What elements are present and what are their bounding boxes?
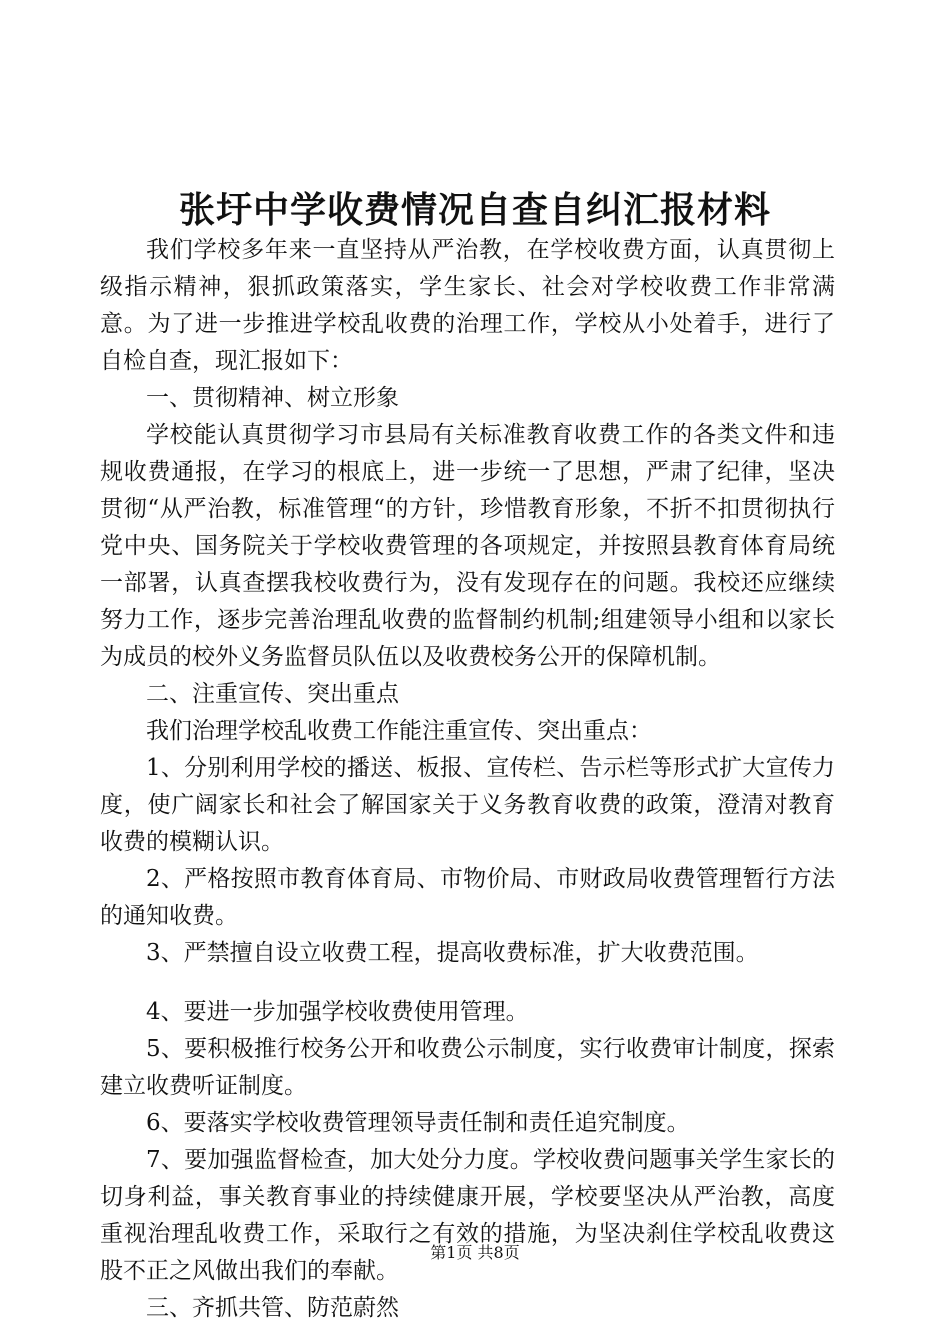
section-heading-2: 二、注重宣传、突出重点 bbox=[146, 681, 399, 707]
list-item-6: 6、要落实学校收费管理领导责任制和责任追究制度。 bbox=[146, 1110, 690, 1136]
document-body bbox=[100, 232, 835, 1327]
blank-line bbox=[100, 972, 835, 994]
list-item-2: 2、严格按照市教育体育局、市物价局、市财政局收费管理暂行方法的通知收费。 bbox=[100, 866, 835, 929]
paragraph-section-1: 学校能认真贯彻学习市县局有关标准教育收费工作的各类文件和违规收费通报，在学习的根底上，进一步统一了思想，严肃了纪律，坚决贯彻“从严治教，标准管理“的方针，珍惜教育形象，不折不扣贯彻执行党中央、国务院关于学校收费管理的各项规定，并按照县教育体育局统一部署，认真查摆我校收费行为，没有发现存在的问题。我校还应继续努力工作，逐步完善治理乱收费的监督制约机制;组建领导小组和以家长为成员的校外义务监督员队伍以及收费校务公开的保障机制。 bbox=[100, 422, 835, 670]
page-number-footer: 第1页 共8页 bbox=[430, 1243, 520, 1262]
section-heading-3: 三、齐抓共管、防范蔚然 bbox=[146, 1295, 399, 1321]
list-item-4: 4、要进一步加强学校收费使用管理。 bbox=[146, 999, 529, 1025]
list-item-7: 7、要加强监督检查，加大处分力度。学校收费问题事关学生家长的切身利益，事关教育事业的持续健康开展，学校要坚决从严治教，高度重视治理乱收费工作，采取行之有效的措施，为坚决刹住学校乱收费这股不正之风做出我们的奉献。 bbox=[100, 1147, 835, 1284]
paragraph-intro: 我们学校多年来一直坚持从严治教，在学校收费方面，认真贯彻上级指示精神，狠抓政策落实，学生家长、社会对学校收费工作非常满意。为了进一步推进学校乱收费的治理工作，学校从小处着手，进行了自检自查，现汇报如下： bbox=[100, 237, 835, 374]
list-item-1: 1、分别利用学校的播送、板报、宣传栏、告示栏等形式扩大宣传力度，使广阔家长和社会了解国家关于义务教育收费的政策，澄清对教育收费的模糊认识。 bbox=[100, 755, 835, 855]
section-heading-1: 一、贯彻精神、树立形象 bbox=[146, 385, 399, 411]
list-item-3: 3、严禁擅自设立收费工程，提高收费标准，扩大收费范围。 bbox=[146, 940, 759, 966]
paragraph-section-2-lead: 我们治理学校乱收费工作能注重宣传、突出重点： bbox=[146, 718, 652, 744]
document-title: 张圩中学收费情况自查自纠汇报材料 bbox=[178, 189, 771, 231]
list-item-5: 5、要积极推行校务公开和收费公示制度，实行收费审计制度，探索建立收费听证制度。 bbox=[100, 1036, 835, 1099]
